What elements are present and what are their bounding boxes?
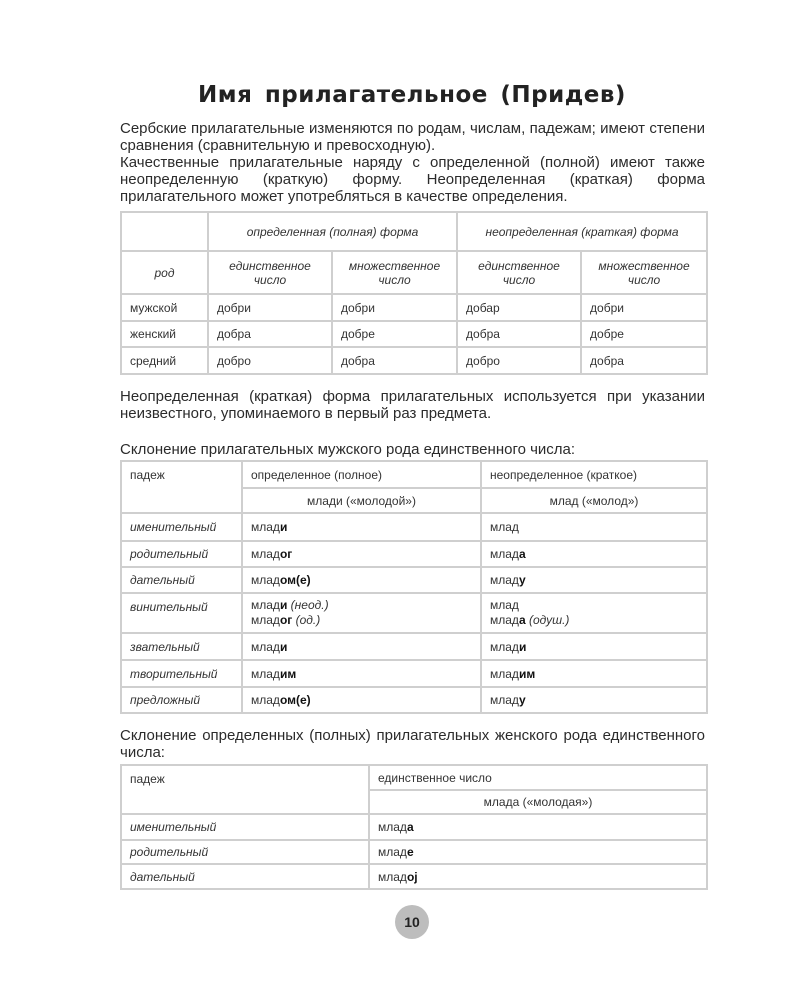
stem: млад [251, 639, 280, 654]
example: млада («молодая») [369, 790, 707, 814]
stem: млад [490, 693, 519, 707]
table-row [121, 864, 707, 889]
note: (неод.) [290, 598, 329, 612]
stem: млад [251, 520, 280, 534]
stem: млад [251, 666, 280, 681]
ending: у [518, 573, 526, 587]
form-cell: добра [208, 321, 332, 347]
example-indefinite: млад («молод») [481, 488, 707, 513]
table-row [121, 633, 707, 660]
table-row [121, 840, 707, 864]
stem: млад [490, 520, 519, 534]
stem: млад [251, 613, 280, 627]
ending: а [406, 820, 414, 834]
definite-form [242, 513, 481, 541]
ending: а [518, 613, 526, 627]
indefinite-form [481, 541, 707, 567]
indefinite-form [481, 593, 707, 633]
ending: им [518, 666, 536, 681]
masculine-declension-heading: Склонение прилагательных мужского рода единственного числа: [120, 441, 576, 458]
form [369, 840, 707, 864]
indefinite-form [481, 660, 707, 687]
definite-form [242, 660, 481, 687]
forms-table [120, 211, 708, 375]
header-singular: единственное число [369, 765, 707, 790]
forms-paragraph: Качественные прилагательные наряду с определенной (полной) имеют также неопределенную (краткую) форму. Неопределенная (краткая) форма прилагательного может употребляться в качестве определения. [120, 154, 705, 205]
ending: ог [279, 613, 293, 627]
example-definite: млади («молодой») [242, 488, 481, 513]
empty-cell [121, 212, 208, 251]
ending: ом(е) [279, 573, 311, 587]
stem: млад [490, 639, 519, 654]
form-cell: добра [332, 347, 457, 374]
case-name: дательный [121, 864, 369, 889]
header-case: падеж [121, 765, 369, 814]
form-cell: добри [581, 294, 707, 321]
stem: млад [490, 613, 519, 627]
form-cell: добри [332, 294, 457, 321]
form [369, 814, 707, 840]
stem: млад [490, 573, 519, 587]
table-row [121, 660, 707, 687]
table-row [121, 294, 707, 321]
definite-form [242, 541, 481, 567]
definite-form [242, 633, 481, 660]
note: (одуш.) [528, 613, 570, 627]
table-row [121, 347, 707, 374]
table-row [121, 321, 707, 347]
header-definite: определенная (полная) форма [208, 212, 457, 251]
ending: и [279, 520, 288, 534]
indefinite-form [481, 687, 707, 713]
case-name: звательный [121, 633, 242, 660]
indefinite-form [481, 633, 707, 660]
ending: и [279, 598, 288, 612]
form [369, 864, 707, 889]
form-cell: добра [581, 347, 707, 374]
stem: млад [490, 547, 519, 561]
header-gender: род [121, 251, 208, 294]
header-singular: единственное число [208, 251, 332, 294]
stem: млад [378, 869, 407, 884]
stem: млад [251, 598, 280, 612]
stem: млад [490, 666, 519, 681]
case-name: винительный [121, 593, 242, 633]
form-cell: добре [332, 321, 457, 347]
table-row [121, 513, 707, 541]
header-plural: множественное число [332, 251, 457, 294]
header-definite: определенное (полное) [242, 461, 481, 488]
form-cell: добро [457, 347, 581, 374]
table-row [121, 567, 707, 593]
case-name: дательный [121, 567, 242, 593]
stem: млад [490, 598, 519, 612]
ending: ог [279, 547, 293, 561]
table-row [121, 593, 707, 633]
gender-cell: мужской [121, 294, 208, 321]
gender-cell: средний [121, 347, 208, 374]
ending: и [518, 639, 527, 654]
feminine-declension-table [120, 764, 708, 890]
definite-form [242, 567, 481, 593]
stem: млад [251, 547, 280, 561]
form-cell: добар [457, 294, 581, 321]
header-plural: множественное число [581, 251, 707, 294]
case-name: родительный [121, 541, 242, 567]
page-title: Имя прилагательное (Придев) [198, 82, 626, 108]
ending: oj [406, 869, 418, 884]
ending: ом(е) [279, 693, 311, 707]
ending: а [518, 547, 526, 561]
page-number: 10 [395, 905, 429, 939]
form-cell: добра [457, 321, 581, 347]
case-name: именительный [121, 814, 369, 840]
gender-cell: женский [121, 321, 208, 347]
form-cell: добри [208, 294, 332, 321]
case-name: творительный [121, 660, 242, 687]
feminine-declension-heading: Склонение определенных (полных) прилагательных женского рода единственного числа: [120, 727, 705, 761]
indefinite-usage-paragraph: Неопределенная (краткая) форма прилагательных используется при указании неизвестного, упоминаемого в первый раз предмета. [120, 388, 705, 422]
masculine-declension-table [120, 460, 708, 714]
header-case: падеж [121, 461, 242, 513]
case-name: предложный [121, 687, 242, 713]
definite-form [242, 687, 481, 713]
stem: млад [378, 845, 407, 859]
indefinite-form [481, 567, 707, 593]
stem: млад [251, 693, 280, 707]
case-name: родительный [121, 840, 369, 864]
ending: у [518, 693, 526, 707]
header-indefinite: неопределенное (краткое) [481, 461, 707, 488]
case-name: именительный [121, 513, 242, 541]
header-indefinite: неопределенная (краткая) форма [457, 212, 707, 251]
table-row [121, 814, 707, 840]
stem: млад [251, 573, 280, 587]
intro-paragraph: Сербские прилагательные изменяются по родам, числам, падежам; имеют степени сравнения (сравнительную и превосходную). [120, 120, 705, 154]
ending: им [279, 666, 297, 681]
definite-form [242, 593, 481, 633]
ending: е [406, 845, 414, 859]
stem: млад [378, 820, 407, 834]
table-row [121, 687, 707, 713]
indefinite-form [481, 513, 707, 541]
header-singular: единственное число [457, 251, 581, 294]
form-cell: добре [581, 321, 707, 347]
note: (од.) [295, 613, 321, 627]
table-row [121, 541, 707, 567]
ending: и [279, 639, 288, 654]
form-cell: добро [208, 347, 332, 374]
